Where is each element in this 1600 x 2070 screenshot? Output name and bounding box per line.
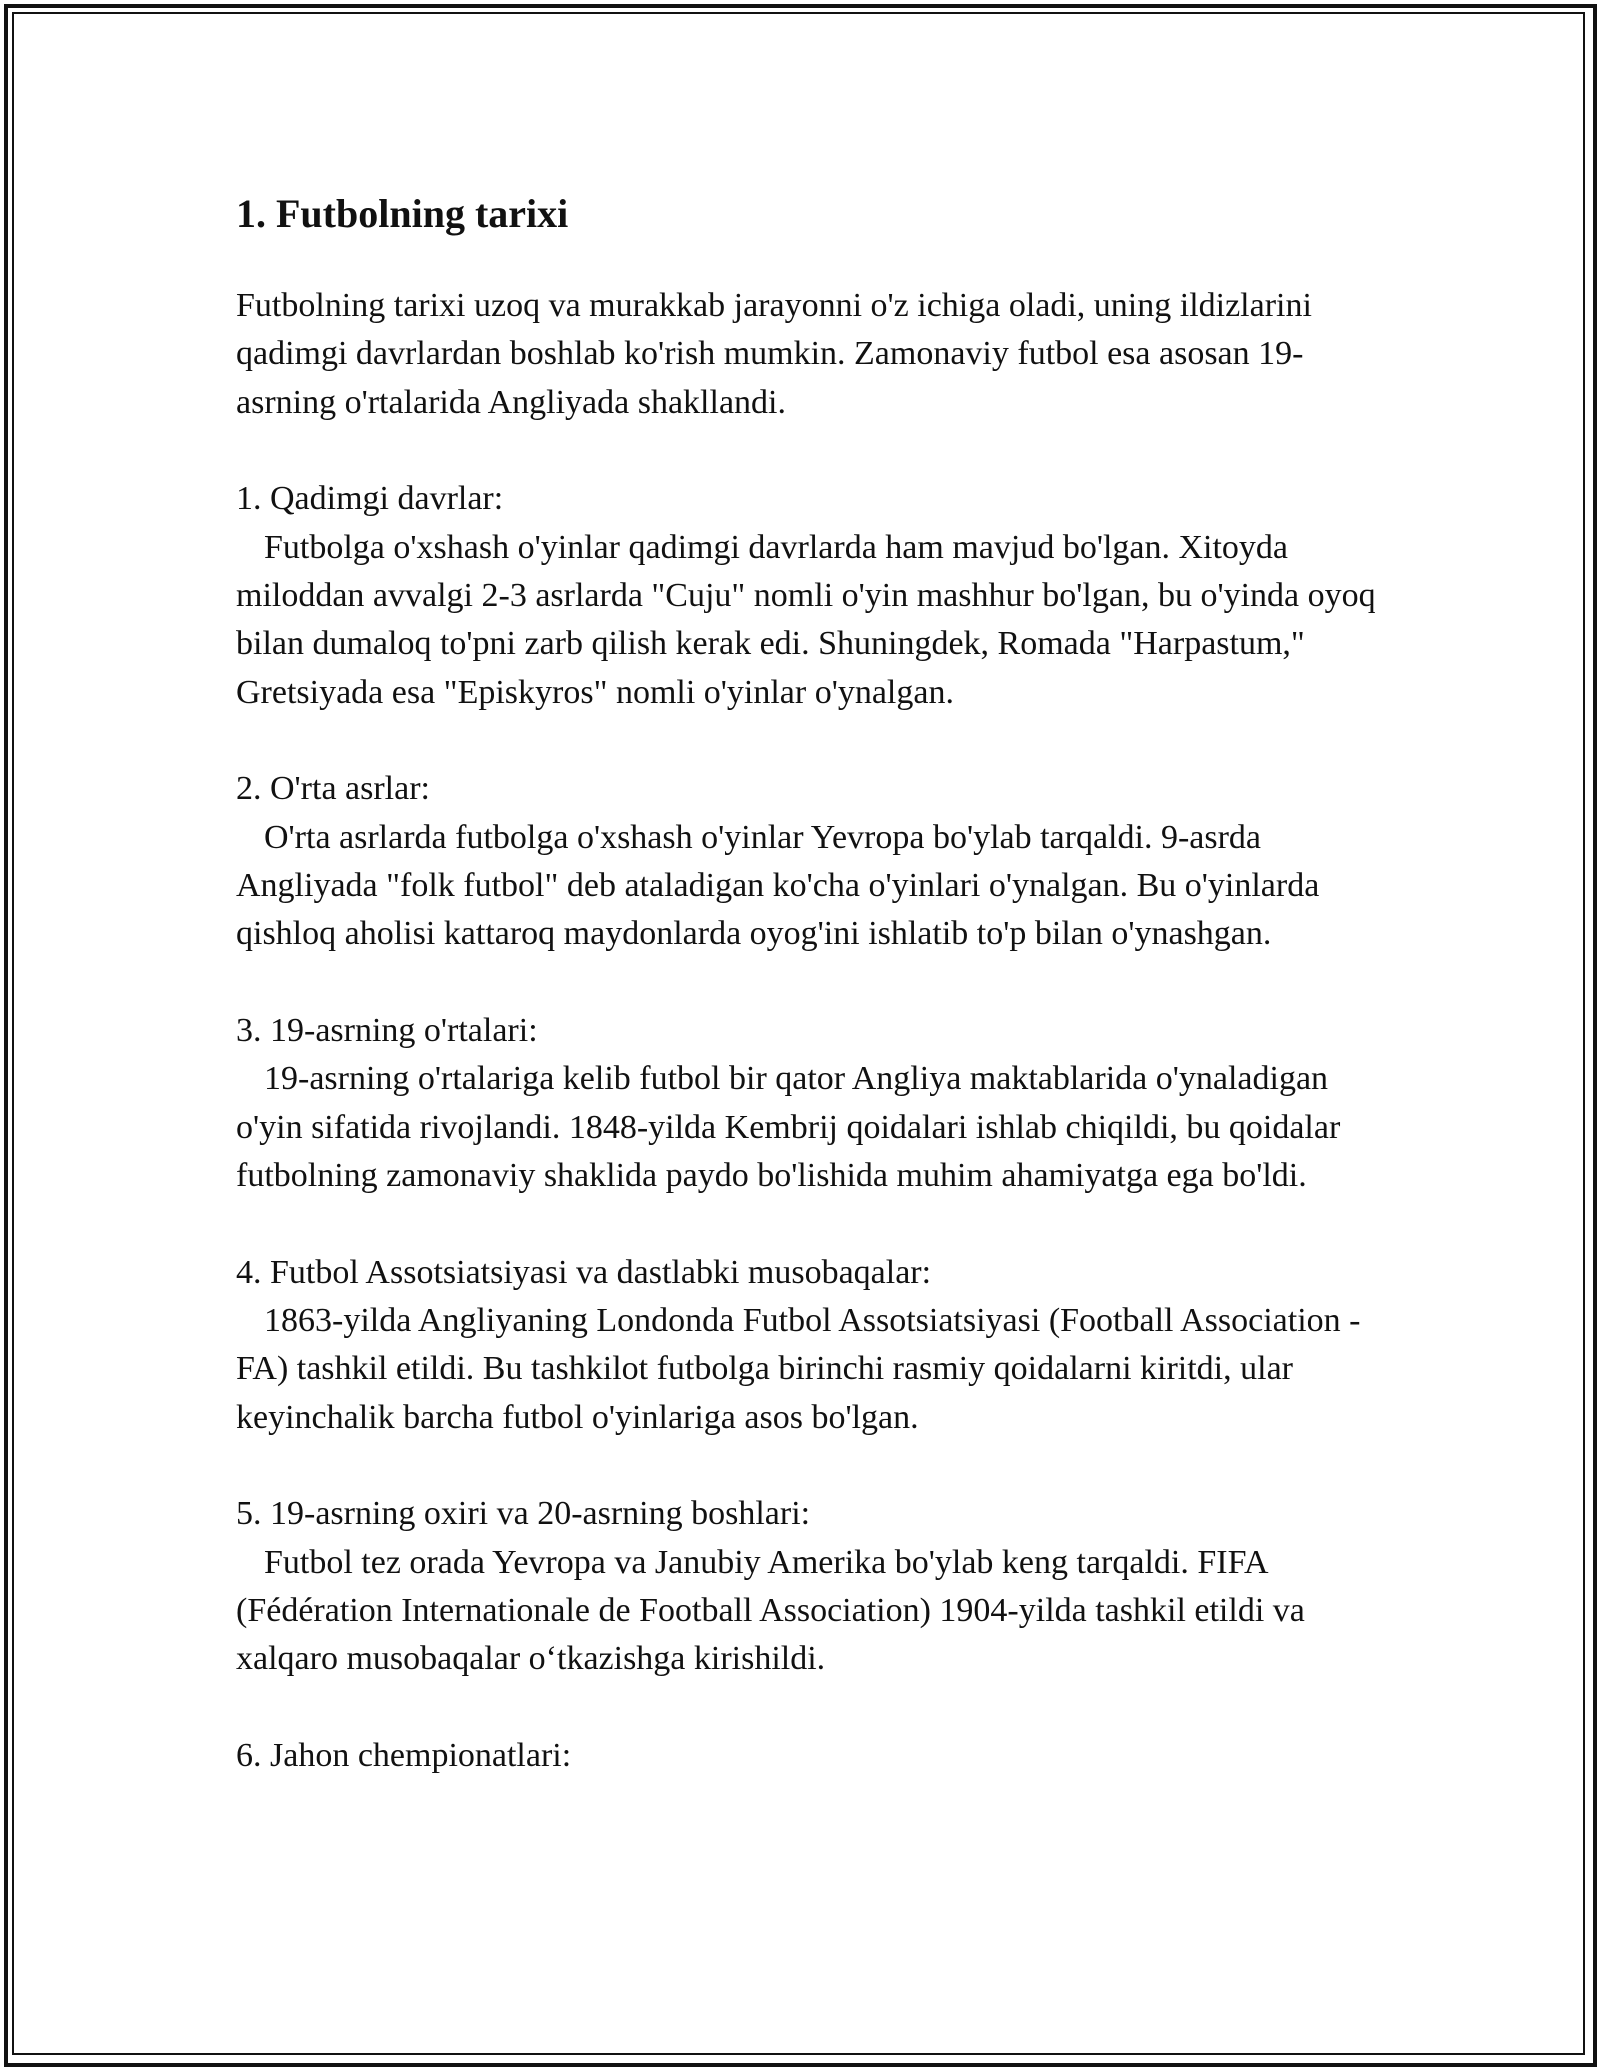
section-mid-19th-century — [236, 1007, 1376, 1201]
section-ancient-times — [236, 475, 1376, 717]
section-heading: 6. Jahon chempionatlari: — [236, 1736, 572, 1774]
section-body: 19-asrning o'rtalariga kelib futbol bir qator Angliya maktablarida o'ynaladigan o'yin sifatida rivojlandi. 1848-yilda Kembrij qoidalari ishlab chiqildi, bu qoidalar futbolning zamonaviy shaklida paydo bo'lishida muhim ahamiyatga ega bo'ldi. — [236, 1060, 1341, 1195]
section-heading: 5. 19-asrning oxiri va 20-asrning boshlari: — [236, 1495, 811, 1533]
intro-paragraph: Futbolning tarixi uzoq va murakkab jarayonni o'z ichiga oladi, uning ildizlarini qadimgi davrlardan boshlab ko'rish mumkin. Zamonaviy futbol esa asosan 19-asrning o'rtalarida Angliyada shakllandi. — [236, 287, 1312, 421]
section-body: 1863-yilda Angliyaning Londonda Futbol Assotsiatsiyasi (Football Association - FA) tashkil etildi. Bu tashkilot futbolga birinchi rasmiy qoidalarni kiritdi, ular keyinchalik barcha futbol o'yinlariga asos bo'lgan. — [236, 1301, 1361, 1436]
section-late-19th-early-20th — [236, 1490, 1376, 1684]
section-world-championships — [236, 1732, 1376, 1780]
section-heading: 2. O'rta asrlar: — [236, 770, 430, 808]
section-football-association — [236, 1249, 1376, 1443]
section-heading: 1. Qadimgi davrlar: — [236, 480, 504, 518]
section-body: Futbolga o'xshash o'yinlar qadimgi davrlarda ham mavjud bo'lgan. Xitoyda miloddan avvalgi 2-3 asrlarda "Cuju" nomli o'yin mashhur bo'lgan, bu o'yinda oyoq bilan dumaloq to'pni zarb qilish kerak edi. Shuningdek, Romada "Harpastum," Gretsiyada esa "Episkyros" nomli o'yinlar o'ynalgan. — [236, 528, 1376, 711]
section-body: O'rta asrlarda futbolga o'xshash o'yinlar Yevropa bo'ylab tarqaldi. 9-asrda Angliyada "folk futbol" deb ataladigan ko'cha o'yinlari o'ynalgan. Bu o'yinlarda qishloq aholisi kattaroq maydonlarda oyog'ini ishlatib to'p bilan o'ynashgan. — [236, 818, 1320, 953]
section-heading: 3. 19-asrning o'rtalari: — [236, 1011, 538, 1049]
document-body — [236, 182, 1376, 1828]
document-title: 1. Futbolning tarixi — [236, 191, 569, 236]
section-middle-ages — [236, 765, 1376, 959]
section-body: Futbol tez orada Yevropa va Janubiy Amerika bo'ylab keng tarqaldi. FIFA (Fédération Internationale de Football Association) 1904-yilda tashkil etildi va xalqaro musobaqalar o‘tkazishga kirishildi. — [236, 1543, 1305, 1678]
section-heading: 4. Futbol Assotsiatsiyasi va dastlabki musobaqalar: — [236, 1253, 932, 1291]
